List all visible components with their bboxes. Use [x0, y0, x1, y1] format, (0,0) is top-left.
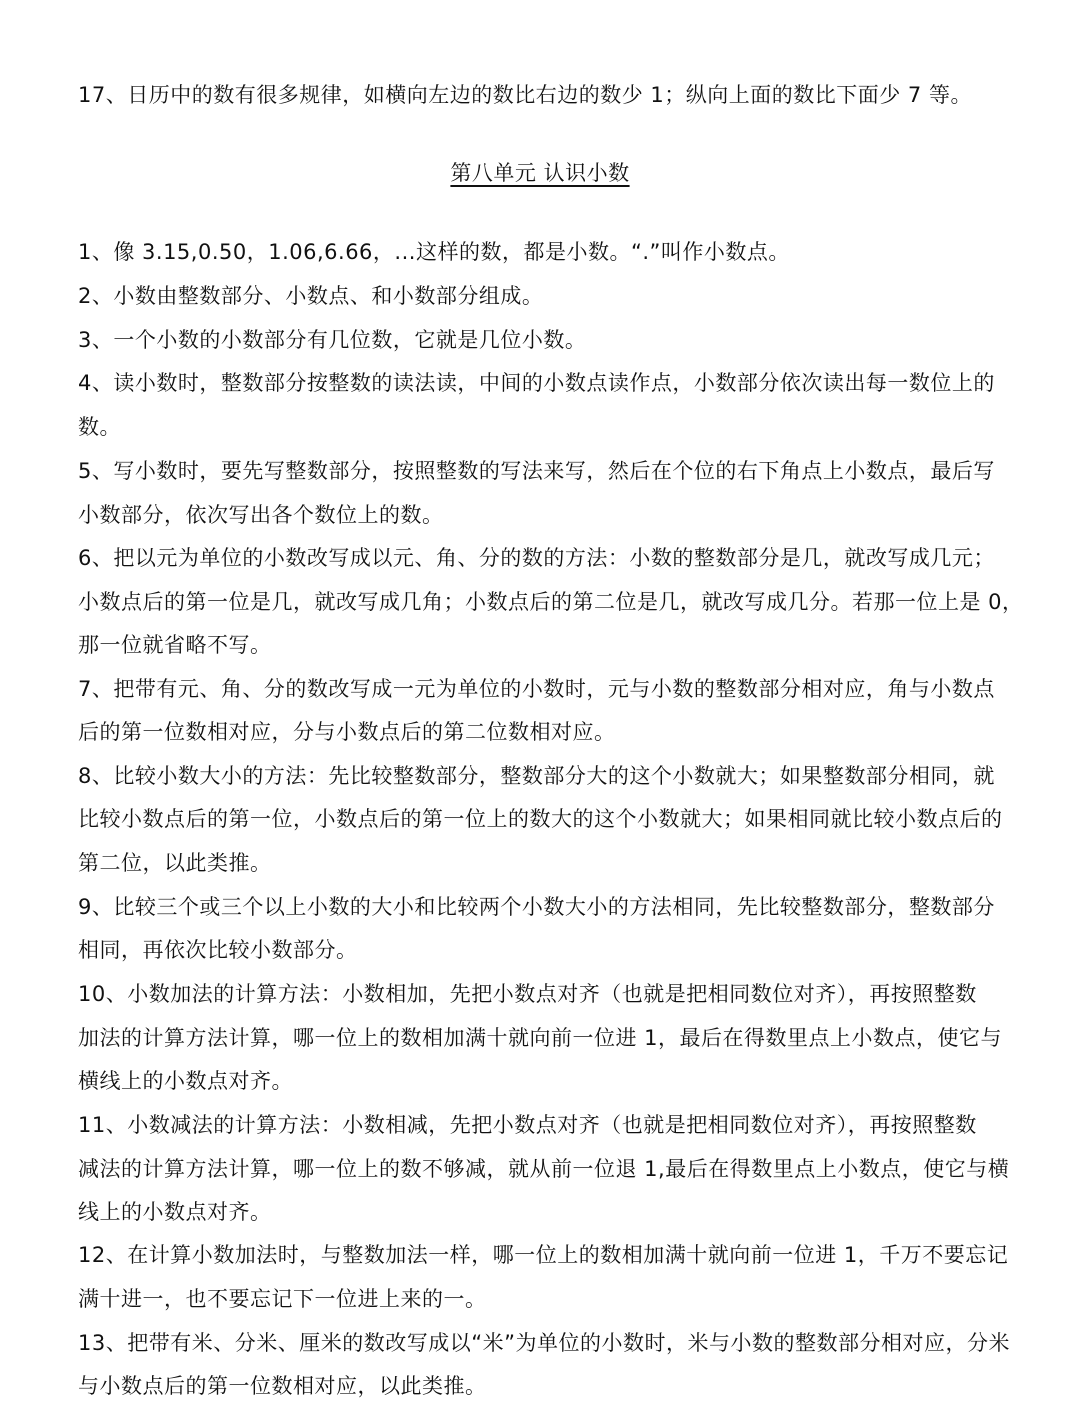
text-line: 满十进一，也不要忘记下一位进上来的一。: [78, 1287, 487, 1311]
text-line: 数。: [78, 415, 121, 439]
text-line: 小数部分，依次写出各个数位上的数。: [78, 503, 444, 527]
text-line: 加法的计算方法计算，哪一位上的数相加满十就向前一位进 1，最后在得数里点上小数点，使它与: [78, 1026, 1003, 1050]
text-line: 7、把带有元、角、分的数改写成一元为单位的小数时，元与小数的整数部分相对应，角与小数点: [78, 677, 995, 701]
unit-title: [0, 158, 1080, 188]
text-line: 后的第一位数相对应，分与小数点后的第二位数相对应。: [78, 720, 616, 744]
text-line: 横线上的小数点对齐。: [78, 1069, 293, 1093]
text-line: 与小数点后的第一位数相对应，以此类推。: [78, 1374, 487, 1398]
text-line: 11、小数减法的计算方法：小数相减，先把小数点对齐（也就是把相同数位对齐），再按照整数: [78, 1113, 977, 1137]
text-line: 12、在计算小数加法时，与整数加法一样，哪一位上的数相加满十就向前一位进 1，千万不要忘记: [78, 1243, 1009, 1267]
text-line: 小数点后的第一位是几，就改写成几角；小数点后的第二位是几，就改写成几分。若那一位上是 0，: [78, 590, 1024, 614]
text-line: 2、小数由整数部分、小数点、和小数部分组成。: [78, 284, 544, 308]
text-line: 5、写小数时，要先写整数部分，按照整数的写法来写，然后在个位的右下角点上小数点，最后写: [78, 459, 995, 483]
unit-title-text: 第八单元 认识小数: [450, 161, 630, 185]
text-line: 1、像 3.15,0.50，1.06,6.66，...这样的数，都是小数。“.”叫作小数点。: [78, 240, 790, 264]
text-line: 6、把以元为单位的小数改写成以元、角、分的数的方法：小数的整数部分是几，就改写成几元；: [78, 546, 995, 570]
text-line: 相同，再依次比较小数部分。: [78, 938, 358, 962]
text-line: 13、把带有米、分米、厘米的数改写成以“米”为单位的小数时，米与小数的整数部分相对应，分米: [78, 1331, 1010, 1355]
text-line: 线上的小数点对齐。: [78, 1200, 272, 1224]
text-line: 4、读小数时，整数部分按整数的读法读，中间的小数点读作点，小数部分依次读出每一数位上的: [78, 371, 995, 395]
text-line: 3、一个小数的小数部分有几位数，它就是几位小数。: [78, 328, 587, 352]
text-line: 10、小数加法的计算方法：小数相加，先把小数点对齐（也就是把相同数位对齐），再按照整数: [78, 982, 977, 1006]
text-line: 比较小数点后的第一位，小数点后的第一位上的数大的这个小数就大；如果相同就比较小数点后的: [78, 807, 1003, 831]
text-line: 减法的计算方法计算，哪一位上的数不够减，就从前一位退 1,最后在得数里点上小数点，使它与横: [78, 1157, 1010, 1181]
text-line: 第二位，以此类推。: [78, 851, 272, 875]
intro-line: 17、日历中的数有很多规律，如横向左边的数比右边的数少 1；纵向上面的数比下面少 7 等。: [78, 83, 972, 107]
text-line: 8、比较小数大小的方法：先比较整数部分，整数部分大的这个小数就大；如果整数部分相同，就: [78, 764, 995, 788]
text-line: 9、比较三个或三个以上小数的大小和比较两个小数大小的方法相同，先比较整数部分，整数部分: [78, 895, 995, 919]
text-line: 那一位就省略不写。: [78, 633, 272, 657]
